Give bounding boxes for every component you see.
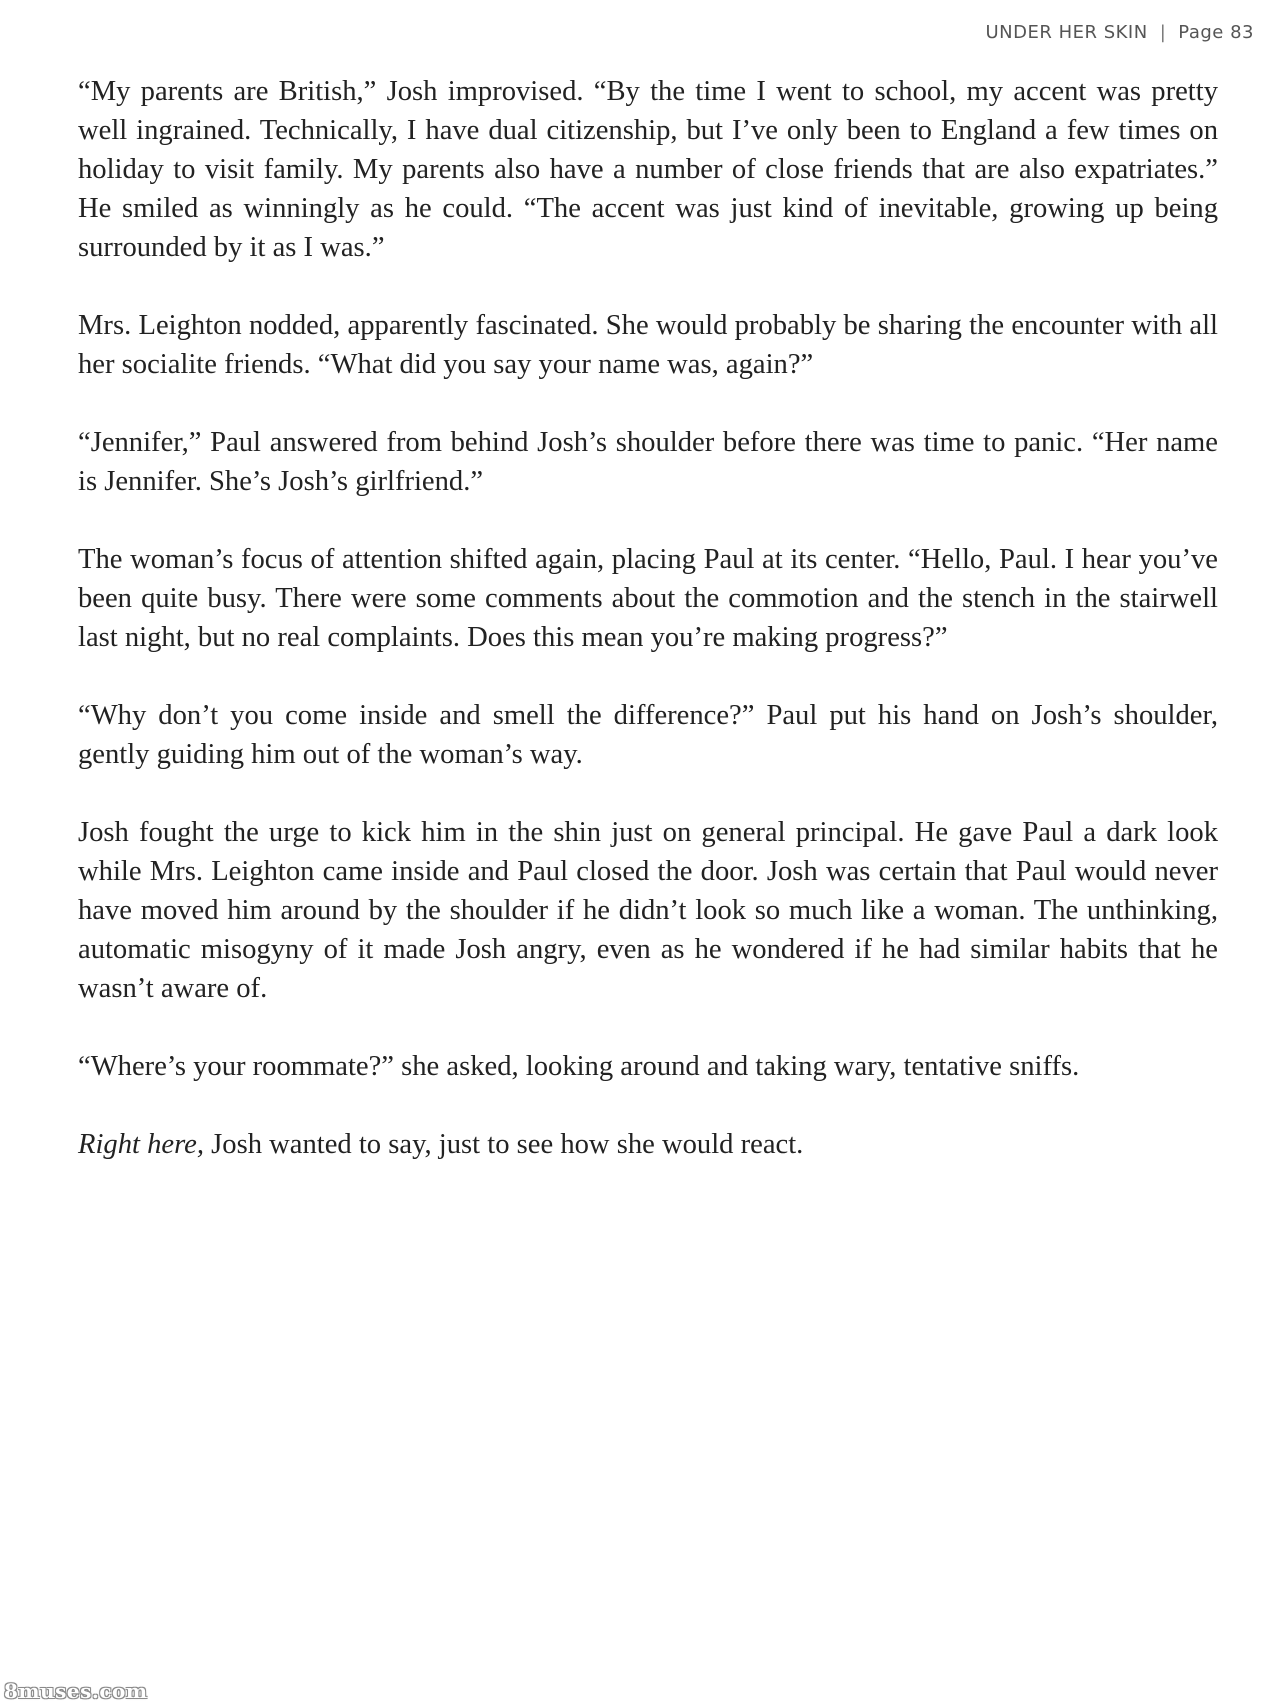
running-header	[985, 22, 1254, 43]
italic-thought: Right here,	[78, 1129, 204, 1160]
text-body	[78, 72, 1218, 1203]
page-number: Page 83	[1178, 22, 1254, 43]
paragraph-1: “My parents are British,” Josh improvised. “By the time I went to school, my accent was pretty well ingrained. Technically, I have dual citizenship, but I’ve only been to England a few times on holiday to visit family. My parents also have a number of close friends that are also expatriates.” He smiled as winningly as he could. “The accent was just kind of inevitable, growing up being surrounded by it as I was.”	[78, 76, 1218, 263]
book-title: UNDER HER SKIN	[985, 22, 1148, 43]
paragraph-3: “Jennifer,” Paul answered from behind Josh’s shoulder before there was time to panic. “Her name is Jennifer. She’s Josh’s girlfriend.”	[78, 427, 1218, 497]
paragraph-2: Mrs. Leighton nodded, apparently fascinated. She would probably be sharing the encounter with all her socialite friends. “What did you say your name was, again?”	[78, 310, 1218, 380]
paragraph-8	[78, 1125, 1218, 1164]
paragraph-8-text: Josh wanted to say, just to see how she would react.	[204, 1129, 804, 1160]
paragraph-6: Josh fought the urge to kick him in the shin just on general principal. He gave Paul a dark look while Mrs. Leighton came inside and Paul closed the door. Josh was certain that Paul would never have moved him around by the shoulder if he didn’t look so much like a woman. The unthinking, automatic misogyny of it made Josh angry, even as he wondered if he had similar habits that he wasn’t aware of.	[78, 817, 1218, 1004]
paragraph-5: “Why don’t you come inside and smell the difference?” Paul put his hand on Josh’s shoulder, gently guiding him out of the woman’s way.	[78, 700, 1218, 770]
paragraph-7: “Where’s your roommate?” she asked, looking around and taking wary, tentative sniffs.	[78, 1051, 1080, 1082]
paragraph-4: The woman’s focus of attention shifted again, placing Paul at its center. “Hello, Paul. I hear you’ve been quite busy. There were some comments about the commotion and the stench in the stairwell last night, but no real complaints. Does this mean you’re making progress?”	[78, 544, 1218, 653]
header-separator: |	[1159, 22, 1167, 43]
watermark: 8muses.com	[4, 1679, 148, 1703]
